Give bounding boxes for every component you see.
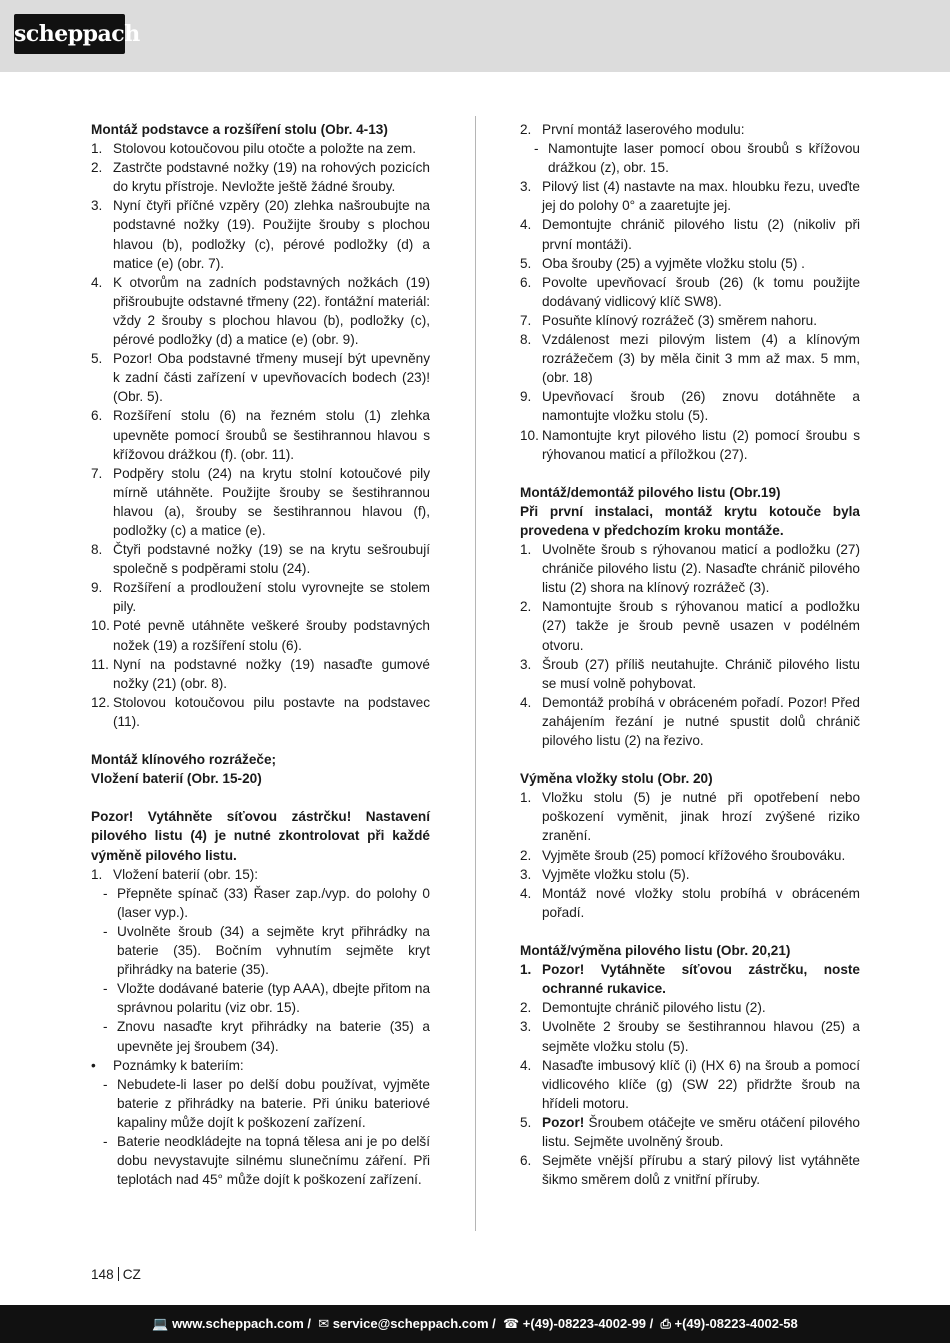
- safety-warning: Pozor! Vytáhněte síťovou zástrčku! Nastavení pilového listu (4) je nutné zkontrolovat při každé výměně pilového listu.: [91, 809, 430, 863]
- section-title-blade-change: Montáž/výměna pilového listu (Obr. 20,21): [520, 943, 791, 959]
- table-insert-list: [520, 788, 860, 922]
- list-item: 10. Namontujte kryt pilového listu (2) pomocí šroubu s rýhovanou maticí a příložkou (27).: [520, 427, 860, 462]
- dash-item: - Znovu nasaďte kryt přihrádky na baterie (35) a upevněte jej šroubem (34).: [103, 1019, 430, 1054]
- bullet-item: • Poznámky k bateriím:: [91, 1057, 244, 1073]
- list-item: 7. Posuňte klínový rozrážeč (3) směrem nahoru.: [520, 312, 818, 328]
- list-item: 2. Demontujte chránič pilového listu (2).: [520, 1000, 766, 1016]
- blade-mount-list: [520, 540, 860, 750]
- right-column: [520, 120, 860, 1189]
- stand-assembly-list: [91, 139, 430, 731]
- list-item: 3. Pilový list (4) nastavte na max. hloubku řezu, uveďte jej do polohy 0° a zaaretujte jej.: [520, 179, 860, 214]
- list-item: 10. Poté pevně utáhněte veškeré šrouby podstavných nožek (19) a rozšíření stolu (6).: [91, 618, 430, 653]
- battery-steps: [91, 884, 430, 1056]
- section-title-blade-mount: Montáž/demontáž pilového listu (Obr.19): [520, 484, 781, 500]
- riving-knife-list: [520, 177, 860, 463]
- list-item: 7. Podpěry stolu (24) na krytu stolní kotoučové pily mírně utáhněte. Použijte šrouby se šestihrannou hlavou (a), šrouby se šestihrannou hlavou (f), podložky (c) a matice (e).: [91, 465, 430, 538]
- footer-phone: +(49)-08223-4002-99 /: [522, 1316, 654, 1331]
- dash-item: - Přepněte spínač (33) Řaser zap./vyp. do polohy 0 (laser vyp.).: [103, 885, 430, 920]
- list-item: 4. Demontáž probíhá v obráceném pořadí. Pozor! Před zahájením řezání je nutné spustit dolů chránič pilového listu (2) na řezivo.: [520, 694, 860, 748]
- section-title-batteries: Vložení baterií (Obr. 15-20): [91, 771, 262, 787]
- list-item: 6. Sejměte vnější přírubu a starý pilový list vytáhněte šikmo směrem dolů z vnitřní příruby.: [520, 1153, 860, 1188]
- page-header: [0, 0, 950, 72]
- list-item: 11. Nyní na podstavné nožky (19) nasaďte gumové nožky (21) (obr. 8).: [91, 656, 430, 691]
- list-item: 4. Nasaďte imbusový klíč (i) (HX 6) na šroub a pomocí vidlicového klíče (g) (SW 22) přidržte šroub na hřídeli motoru.: [520, 1057, 860, 1111]
- list-item: 5. Pozor! Šroubem otáčejte ve směru otáčení pilového listu. Sejměte uvolněný šroub.: [520, 1114, 860, 1149]
- blade-mount-lead: Při první instalaci, montáž krytu kotouče byla provedena v předchozím kroku montáže.: [520, 503, 860, 538]
- laser-mount-step: [520, 139, 860, 177]
- dash-item: - Namontujte laser pomocí obou šroubů s křížovou drážkou (z), obr. 15.: [534, 141, 860, 176]
- list-item: 2. Namontujte šroub s rýhovanou maticí a podložku (27) takže je šroub pevně usazen v podélném otvoru.: [520, 599, 860, 653]
- list-item: 2. Zastrčte podstavné nožky (19) na rohových pozicích do krytu přístroje. Nevložte ještě žádné šrouby.: [91, 160, 430, 195]
- list-item: 5. Oba šrouby (25) a vyjměte vložku stolu (5) .: [520, 255, 805, 271]
- phone-icon: ☎: [499, 1316, 523, 1331]
- list-item: 6. Rozšíření stolu (6) na řezném stolu (1) zlehka upevněte pomocí šroubů se šestihrannou hlavou s křížovou drážkou (f). (obr. 11).: [91, 408, 430, 462]
- list-item: 1. Vložení baterií (obr. 15):: [91, 866, 259, 882]
- footer-website-link[interactable]: www.scheppach.com /: [172, 1316, 312, 1331]
- blade-change-list: [520, 960, 860, 1189]
- list-item: 1. Vložku stolu (5) je nutné při opotřebení nebo poškození vyměnit, jinak hrozí zvýšené riziko zranění.: [520, 790, 860, 844]
- envelope-icon: ✉: [314, 1316, 333, 1331]
- list-item: 1. Pozor! Vytáhněte síťovou zástrčku, noste ochranné rukavice.: [520, 962, 860, 997]
- section-title-stand-assembly: Montáž podstavce a rozšíření stolu (Obr. 4-13): [91, 122, 388, 137]
- list-item: 9. Rozšíření a prodloužení stolu vyrovnejte se stolem pily.: [91, 580, 430, 615]
- list-item: 8. Čtyři podstavné nožky (19) se na krytu sešroubují společně s podpěrami stolu (24).: [91, 542, 430, 577]
- section-title-riving-knife: Montáž klínového rozrážeče;: [91, 752, 277, 768]
- section-title-table-insert: Výměna vložky stolu (Obr. 20): [520, 771, 713, 787]
- list-item: 3. Nyní čtyři příčné vzpěry (20) zlehka našroubujte na podstavné nožky (19). Použijte šrouby s plochou hlavou (b), podložky (c), pérové podložky (d) a matice (e) (obr. 7).: [91, 198, 430, 271]
- dash-item: - Vložte dodávané baterie (typ AAA), dbejte přitom na správnou polaritu (viz obr. 15).: [103, 981, 430, 1016]
- footer-email-link[interactable]: service@scheppach.com /: [332, 1316, 496, 1331]
- dash-item: - Uvolněte šroub (34) a sejměte kryt přihrádky na baterie (35). Bočním vyhnutím sejměte kryt přihrádky na baterie (35).: [103, 923, 430, 978]
- page-number: 148 CZ: [91, 1267, 141, 1282]
- dash-item: - Nebudete-li laser po delší dobu používat, vyjměte baterie z přihrádky na baterie. Při úniku bateriové kapaliny může dojít k poškození zařízení.: [103, 1076, 430, 1130]
- list-item: 3. Šroub (27) příliš neutahujte. Chránič pilového listu se musí volně pohybovat.: [520, 656, 860, 691]
- list-item: 4. Montáž nové vložky stolu probíhá v obráceném pořadí.: [520, 885, 860, 920]
- list-item: 6. Povolte upevňovací šroub (26) (k tomu použijte dodávaný vidlicový klíč SW8).: [520, 274, 860, 309]
- computer-icon: 💻: [152, 1316, 173, 1331]
- list-item: 8. Vzdálenost mezi pilovým listem (4) a klínovým rozrážečem (3) by měla činit 3 mm až max. 5 mm, (obr. 18): [520, 332, 860, 386]
- list-item: 1. Uvolněte šroub s rýhovanou maticí a podložku (27) chrániče pilového listu (2). Nasaďte chránič pilového listu (2) shora na klínový rozrážeč (3).: [520, 542, 860, 596]
- list-item: 3. Uvolněte 2 šrouby se šestihrannou hlavou (25) a sejměte vložku stolu (5).: [520, 1019, 860, 1054]
- page-footer: [0, 1305, 950, 1343]
- dash-item: - Baterie neodkládejte na topná tělesa ani je po delší dobu nevystavujte silnému slunečnímu záření. Při teplotách nad 45° může dojít k poškození zařízení.: [103, 1133, 430, 1188]
- list-item: 2. Vyjměte šroub (25) pomocí křížového šroubováku.: [520, 847, 846, 863]
- list-item: 4. Demontujte chránič pilového listu (2) (nikoliv při první montáži).: [520, 217, 860, 252]
- scheppach-logo: scheppach: [14, 14, 125, 54]
- list-item: 4. K otvorům na zadních podstavných nožkách (19) přišroubujte odstavné třmeny (22). řontážní materiál: vždy 2 šrouby s plochou hlavou (b), podložky (c), pérové podložky (d) a matice (e) (obr. 9).: [91, 274, 430, 348]
- list-item: 2. První montáž laserového modulu:: [520, 122, 745, 137]
- list-item: 1. Stolovou kotoučovou pilu otočte a položte na zem.: [91, 141, 417, 157]
- left-column: [91, 120, 430, 1189]
- list-item: 3. Vyjměte vložku stolu (5).: [520, 866, 690, 882]
- list-item: 12. Stolovou kotoučovou pilu postavte na podstavec (11).: [91, 694, 430, 729]
- list-item: 9. Upevňovací šroub (26) znovu dotáhněte a namontujte vložku stolu (5).: [520, 389, 860, 424]
- column-divider: [475, 116, 476, 1231]
- list-item: 5. Pozor! Oba podstavné třmeny musejí být upevněny k zadní části zařízení v upevňovacích bodech (23)! (Obr. 5).: [91, 351, 430, 405]
- battery-notes: [91, 1075, 430, 1190]
- fax-icon: ⎙: [656, 1316, 675, 1331]
- footer-fax: +(49)-08223-4002-58: [674, 1316, 798, 1331]
